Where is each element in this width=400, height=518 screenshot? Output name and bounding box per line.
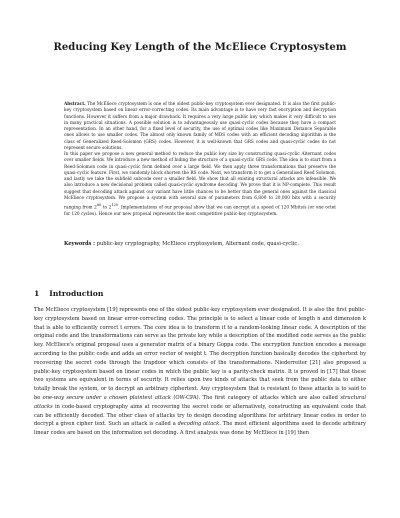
abstract-exponent-1: 80	[96, 203, 102, 207]
intro-text-4: . The most efficient algorithms used to decode arbitrary linear codes are based on the information set decoding. A first analysis was done by McEliece in [19] then	[34, 421, 367, 437]
abstract-text-2-mid: to 2	[101, 205, 112, 211]
paper-title: Reducing Key Length of the McEliece Cryptosystem	[53, 42, 347, 53]
introduction-body	[34, 306, 366, 438]
section-number: 1	[34, 289, 40, 298]
keywords	[64, 241, 336, 248]
intro-text-1: The McEliece cryptosystem [19] represents one of the oldest public-key cryptosystem ever designated. It is also the first public-key cryptosystem based on linear error-correcting codes. The principle is to select a linear code of length n and dimension k that is able to efficiently correct t errors. The core idea is to transform it to a random-looking linear code. A description of the original code and the transformations can serve as the private key while a description of the modified code serves as the public key. McEliece's original proposal uses a generator matrix of a binary Goppa code. The encryption function encodes a message according to the public code and adds an error vector of weight t. The decryption function basically decodes the ciphertext by recovering the secret code through the trapdoor which consists of the transformations. Niederreiter [21] also proposed a public-key cryptosystem based on linear codes in which the public key is a parity-check matrix. It is proved in [17] that these two systems are equivalent in terms of security. It relies upon two kinds of attacks that seek from the public data to either totally break the system, or to decrypt an arbitrary ciphertext. Any cryptosystem that is resistant to these attacks is to said to be	[34, 307, 366, 401]
intro-emphasis-3: decoding attack	[177, 421, 220, 428]
intro-emphasis-1: one-way secure under a chosen plaintext attack	[42, 394, 171, 401]
intro-text-3: in code-based cryptography aims at recovering the secret code or alternatively, constructing an equivalent code that can be efficiently decoded. The other class of attacks try to design decoding algorithms for arbitrary linear codes in order to decrypt a given cipher text. Such an attack is called a	[34, 403, 366, 428]
keywords-text: public-key cryptography, McEliece cryptosystem, Alternant code, quasi-cyclic.	[95, 241, 299, 247]
intro-emphasis-2: structural attacks	[34, 394, 366, 410]
section-heading	[34, 289, 366, 298]
abstract-paragraph-1	[64, 102, 336, 152]
keywords-label: Keywords :	[64, 241, 96, 247]
abstract-paragraph-2	[64, 152, 336, 218]
abstract-exponent-2: 120	[111, 203, 119, 207]
introduction-paragraph	[34, 306, 366, 438]
abstract-text-2: In this paper we propose a new general method to reduce the public key size by constructing quasi-cyclic Alternant codes over smaller fields. We introduce a new method of hiding the structure of a quasi-cyclic GRS code. The idea is to start from a Reed-Solomon code in quasi-cyclic form defined over a large field. We then apply three transformations that preserve the quasi-cyclic feature. First, we randomly block shorten the RS code. Next, we transform it to get a Generalised Reed Solomon, and lastly we take the subfield subcode over a smaller field. We show that all existing structural attacks are infeasible. We also introduce a new decisional problem called quasi-cyclic syndrome decoding. We prove that it is NP-complete. This result suggest that decoding attack against our variant have little chances to be better than the general ones against the classical McEliece cryptosystem. We propose a system with several size of parameters from 6,800 to 20,000 bits with a security ranging from 2	[64, 152, 336, 211]
intro-text-2: (OW-CPA). The first category of attacks which are also called	[170, 394, 341, 401]
abstract-label: Abstract.	[64, 102, 86, 107]
abstract	[64, 102, 336, 218]
section-title: Introduction	[49, 289, 104, 298]
abstract-text-1: The McEliece cryptosystem is one of the oldest public-key cryptosystem ever designated. It is also the first public-key cryptosystem based on linear error-correcting codes. Its main advantage is to have very fast encryption and decryption functions. However it suffers from a major drawback. It requires a very large public key which makes it very difficult to use in many practical situations. A possible solution is to advantageously use quasi-cyclic codes because they have a compact representation. In an other hand, for a fixed level of security, the use of optimal codes like Maximum Distance Separable ones allows to use smaller codes. The almost only known family of MDS codes with an efficient decoding algorithm is the class of Generalized Reed-Solomon (GRS) codes. However, it is well-known that GRS codes and quasi-cyclic codes do not represent secure solutions.	[64, 102, 337, 151]
abstract-text-2-end: . Implementations of our proposal show that we can encrypt at a speed of 120 Mbits/s (or one octet for 120 cycles). Hence our new proposal represents the most competitive public-key cryptosystem.	[64, 205, 336, 217]
